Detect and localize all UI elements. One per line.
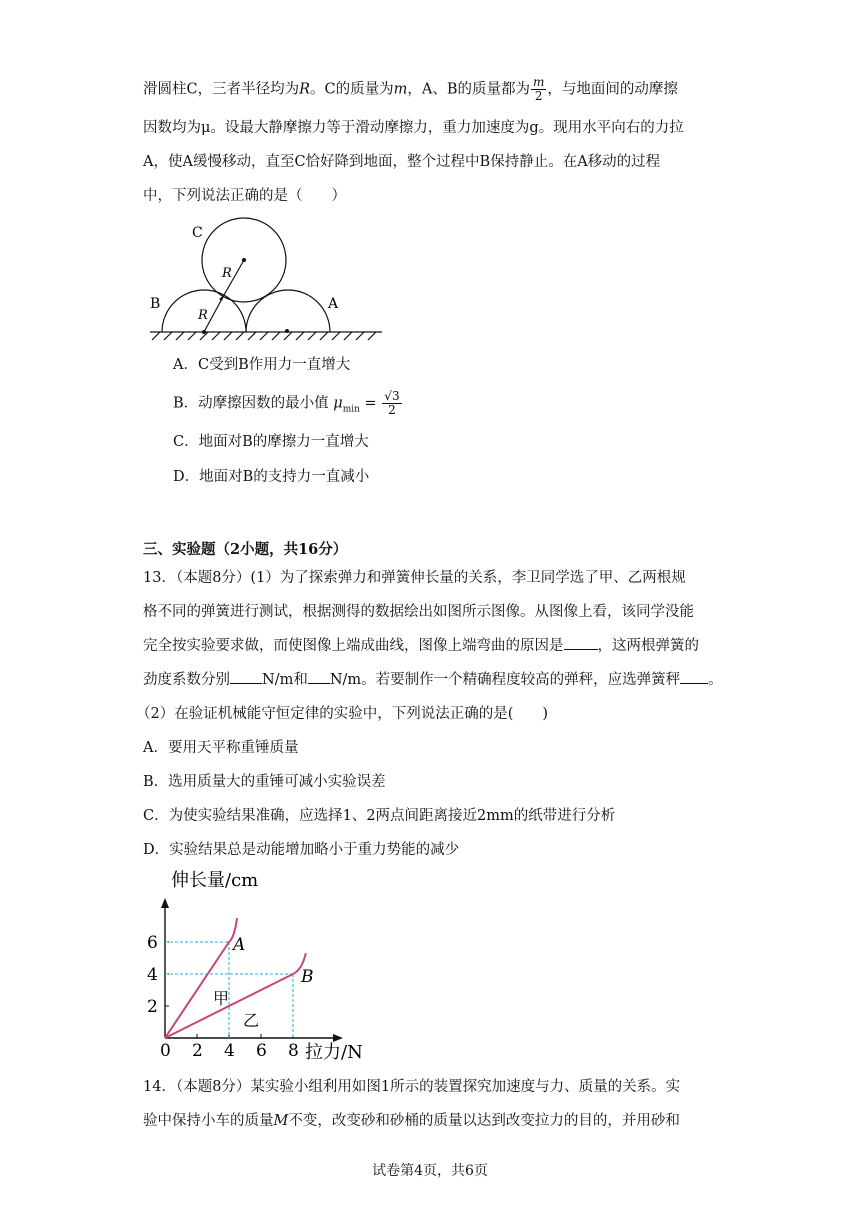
q13-line-2: 格不同的弹簧进行测试，根据测得的数据绘出如图所示图像。从图像上看，该同学没能 <box>143 604 694 620</box>
q12-line-2: 因数均为μ。设最大静摩擦力等于滑动摩擦力，重力加速度为g。现用水平向右的力拉 <box>143 120 684 136</box>
label-b: B <box>150 296 161 312</box>
q14-line-1: 14．（本题8分）某实验小组利用如图1所示的装置探究加速度与力、质量的关系。实 <box>143 1079 681 1095</box>
series-name-甲: 甲 <box>213 989 230 1008</box>
spring-chart <box>140 866 400 1066</box>
blank-2 <box>230 683 262 684</box>
x-axis-arrow <box>333 1034 343 1042</box>
page-footer: 试卷第4页，共6页 <box>372 1163 488 1179</box>
q12-option-d: D．地面对B的支持力一直减小 <box>173 469 370 485</box>
x-tick-label-4: 4 <box>224 1041 235 1061</box>
x-tick-label-6: 6 <box>256 1041 267 1061</box>
q13-line-1: 13．（本题8分）(1）为了探索弹力和弹簧伸长量的关系，李卫同学选了甲、乙两根规 <box>143 570 686 586</box>
y-tick-label-2: 2 <box>147 997 158 1017</box>
q13-option-a: A．要用天平称重锤质量 <box>143 740 299 756</box>
q12-line-3: A，使A缓慢移动，直至C恰好降到地面，整个过程中B保持静止。在A移动的过程 <box>143 154 661 170</box>
x-axis-label: 拉力/N <box>305 1042 363 1063</box>
q12-option-a: A．C受到B作用力一直增大 <box>173 357 351 373</box>
label-r-upper: R <box>222 266 232 281</box>
y-axis-arrow <box>161 898 169 908</box>
q13-line-4: 劲度系数分别 N/m和 N/m。若要制作一个精确程度较高的弹秤，应选弹簧秤 。 <box>143 672 723 688</box>
x-tick-label-0: 0 <box>160 1041 171 1061</box>
label-r-lower: R <box>198 308 208 323</box>
y-axis-label: 伸长量/cm <box>171 870 259 891</box>
q13-option-b: B．选用质量大的重锤可减小实验误差 <box>143 774 386 790</box>
blank-4 <box>680 683 708 684</box>
x-tick-label-2: 2 <box>192 1041 203 1061</box>
half-cylinder-a <box>246 290 330 332</box>
y-tick-label-6: 6 <box>147 933 158 953</box>
label-c: C <box>192 225 203 241</box>
section-heading: 三、实验题（2小题，共16分） <box>143 541 348 558</box>
q12-line-1: 滑圆柱C，三者半径均为R。C的质量为m，A、B的质量都为 $\frac{m}{2}$ ，与地面间的动摩擦 <box>143 75 678 103</box>
q13-line-3: 完全按实验要求做，而使图像上端成曲线，图像上端弯曲的原因是 ，这两根弹簧的 <box>143 638 699 654</box>
label-a: A <box>328 296 339 312</box>
point-label-A: A <box>233 935 246 955</box>
x-tick-label-8: 8 <box>288 1041 299 1061</box>
q13-option-d: D．实验结果总是动能增加略小于重力势能的减少 <box>143 842 460 858</box>
q14-line-2: 验中保持小车的质量M不变，改变砂和砂桶的质量以达到改变拉力的目的，并用砂和 <box>143 1113 680 1129</box>
fraction-m-over-2: $\frac{m}{2}$ <box>533 75 545 103</box>
cylinder-figure <box>140 215 390 345</box>
blank-3 <box>308 683 330 684</box>
blank-1 <box>564 649 598 650</box>
point-label-B: B <box>301 967 314 987</box>
series-line-乙 <box>165 953 306 1038</box>
q13-line-5: （2）在验证机械能守恒定律的实验中，下列说法正确的是( ) <box>136 706 549 722</box>
q12-option-c: C．地面对B的摩擦力一直增大 <box>173 434 369 450</box>
q12-option-b: B．动摩擦因数的最小值 $\mu_{min}$ = $\frac{√3}{2}$ <box>173 389 400 417</box>
q12-line-4: 中，下列说法正确的是（ ） <box>143 188 346 204</box>
ground-hatching <box>152 332 376 340</box>
q13-option-c: C．为使实验结果准确，应选择1、2两点间距离接近2mm的纸带进行分析 <box>143 808 616 824</box>
y-tick-label-4: 4 <box>147 965 158 985</box>
series-name-乙: 乙 <box>243 1011 260 1030</box>
